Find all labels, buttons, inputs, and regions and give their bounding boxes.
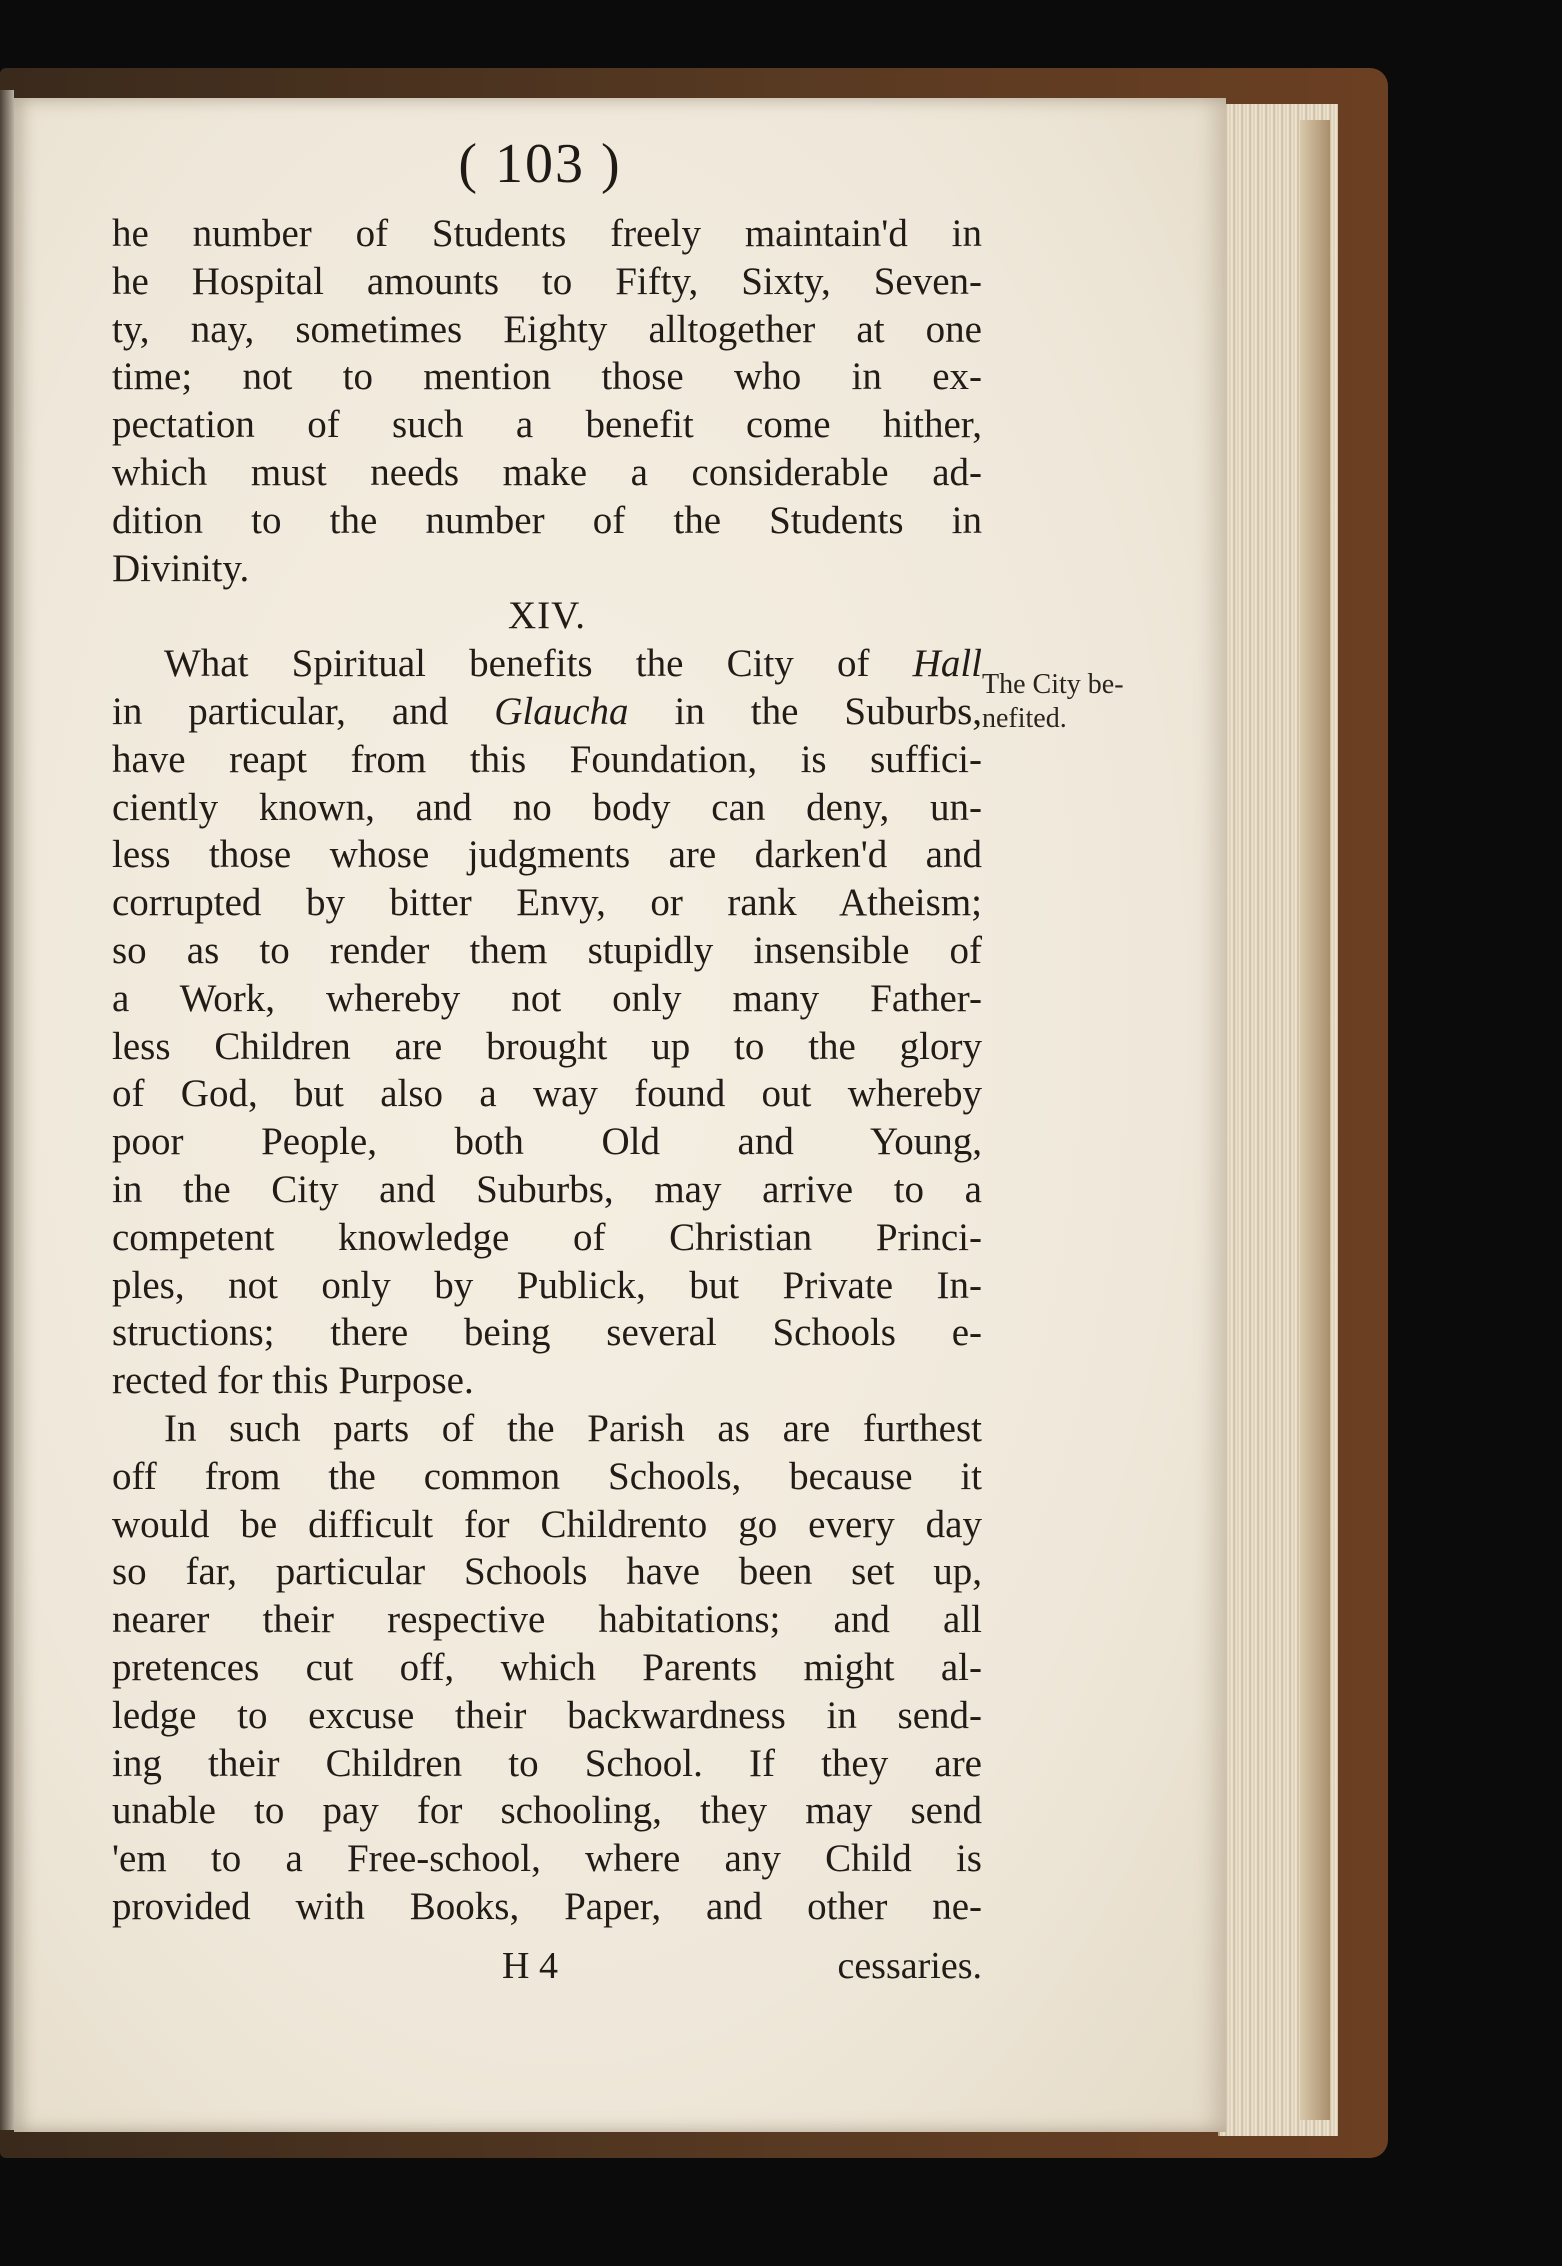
text-line: structions; there being several Schools e- xyxy=(112,1311,982,1355)
marginal-note xyxy=(982,668,1194,736)
text-fragment: in particular, and xyxy=(112,689,449,733)
text-line: nearer their respective habitations; and all xyxy=(112,1598,982,1642)
section-heading: XIV. xyxy=(507,594,587,638)
text-fragment: What Spiritual benefits the City of xyxy=(164,642,870,686)
text-line: unable to pay for schooling, they may send xyxy=(112,1789,982,1833)
text-line: less those whose judgments are darken'd and xyxy=(112,833,982,877)
text-line: corrupted by bitter Envy, or rank Atheism; xyxy=(112,881,982,925)
text-line: ples, not only by Publick, but Private In- xyxy=(112,1263,982,1307)
text-line: time; not to mention those who in ex- xyxy=(112,355,982,399)
italic-place-name: Glaucha xyxy=(494,689,629,733)
text-line: which must needs make a considerable ad- xyxy=(112,450,982,494)
text-line xyxy=(112,640,982,688)
text-line: ciently known, and no body can deny, un- xyxy=(112,785,982,829)
text-line: In such parts of the Parish as are furthest xyxy=(164,1406,982,1450)
text-line: dition to the number of the Students in xyxy=(112,498,982,542)
text-line: ledge to excuse their backwardness in send- xyxy=(112,1693,982,1737)
text-line: less Children are brought up to the glory xyxy=(112,1024,982,1068)
text-line: provided with Books, Paper, and other ne- xyxy=(112,1884,982,1928)
text-line: ty, nay, sometimes Eighty alltogether at one xyxy=(112,307,982,351)
text-line: a Work, whereby not only many Father- xyxy=(112,976,982,1020)
text-line: competent knowledge of Christian Princi- xyxy=(112,1215,982,1259)
text-line xyxy=(112,688,982,736)
body-text xyxy=(112,210,982,1931)
signature-mark: H 4 xyxy=(502,1945,558,1987)
marginal-note-line: The City be- xyxy=(982,669,1124,700)
text-line: of God, but also a way found out whereby xyxy=(112,1072,982,1116)
text-line: ing their Children to School. If they are xyxy=(112,1741,982,1785)
text-line: poor People, both Old and Young, xyxy=(112,1120,982,1164)
page-number: ( 103 ) xyxy=(458,133,622,195)
text-line: off from the common Schools, because it xyxy=(112,1454,982,1498)
text-line: Divinity. xyxy=(112,546,250,590)
catchword: cessaries. xyxy=(837,1945,982,1987)
text-line: would be difficult for Childrento go every day xyxy=(112,1502,982,1546)
text-line: he number of Students freely maintain'd in xyxy=(112,212,982,255)
text-line: so far, particular Schools have been set up, xyxy=(112,1550,982,1594)
facing-page-edge xyxy=(0,90,14,2130)
text-line: in the City and Suburbs, may arrive to a xyxy=(112,1167,982,1211)
text-line: pretences cut off, which Parents might al- xyxy=(112,1645,982,1689)
page-footer xyxy=(112,1944,982,1992)
text-line: rected for this Purpose. xyxy=(112,1359,474,1403)
text-line: pectation of such a benefit come hither, xyxy=(112,403,982,447)
marginal-note-line: nefited. xyxy=(982,703,1067,734)
italic-place-name: Hall xyxy=(912,642,982,686)
text-line: have reapt from this Foundation, is suffici- xyxy=(112,737,982,781)
text-line: 'em to a Free-school, where any Child is xyxy=(112,1837,982,1881)
page-stack-shadow xyxy=(1300,120,1330,2120)
text-fragment: in the Suburbs, xyxy=(674,689,983,733)
text-line: he Hospital amounts to Fifty, Sixty, Seven- xyxy=(112,259,982,303)
text-line: so as to render them stupidly insensible of xyxy=(112,928,982,972)
